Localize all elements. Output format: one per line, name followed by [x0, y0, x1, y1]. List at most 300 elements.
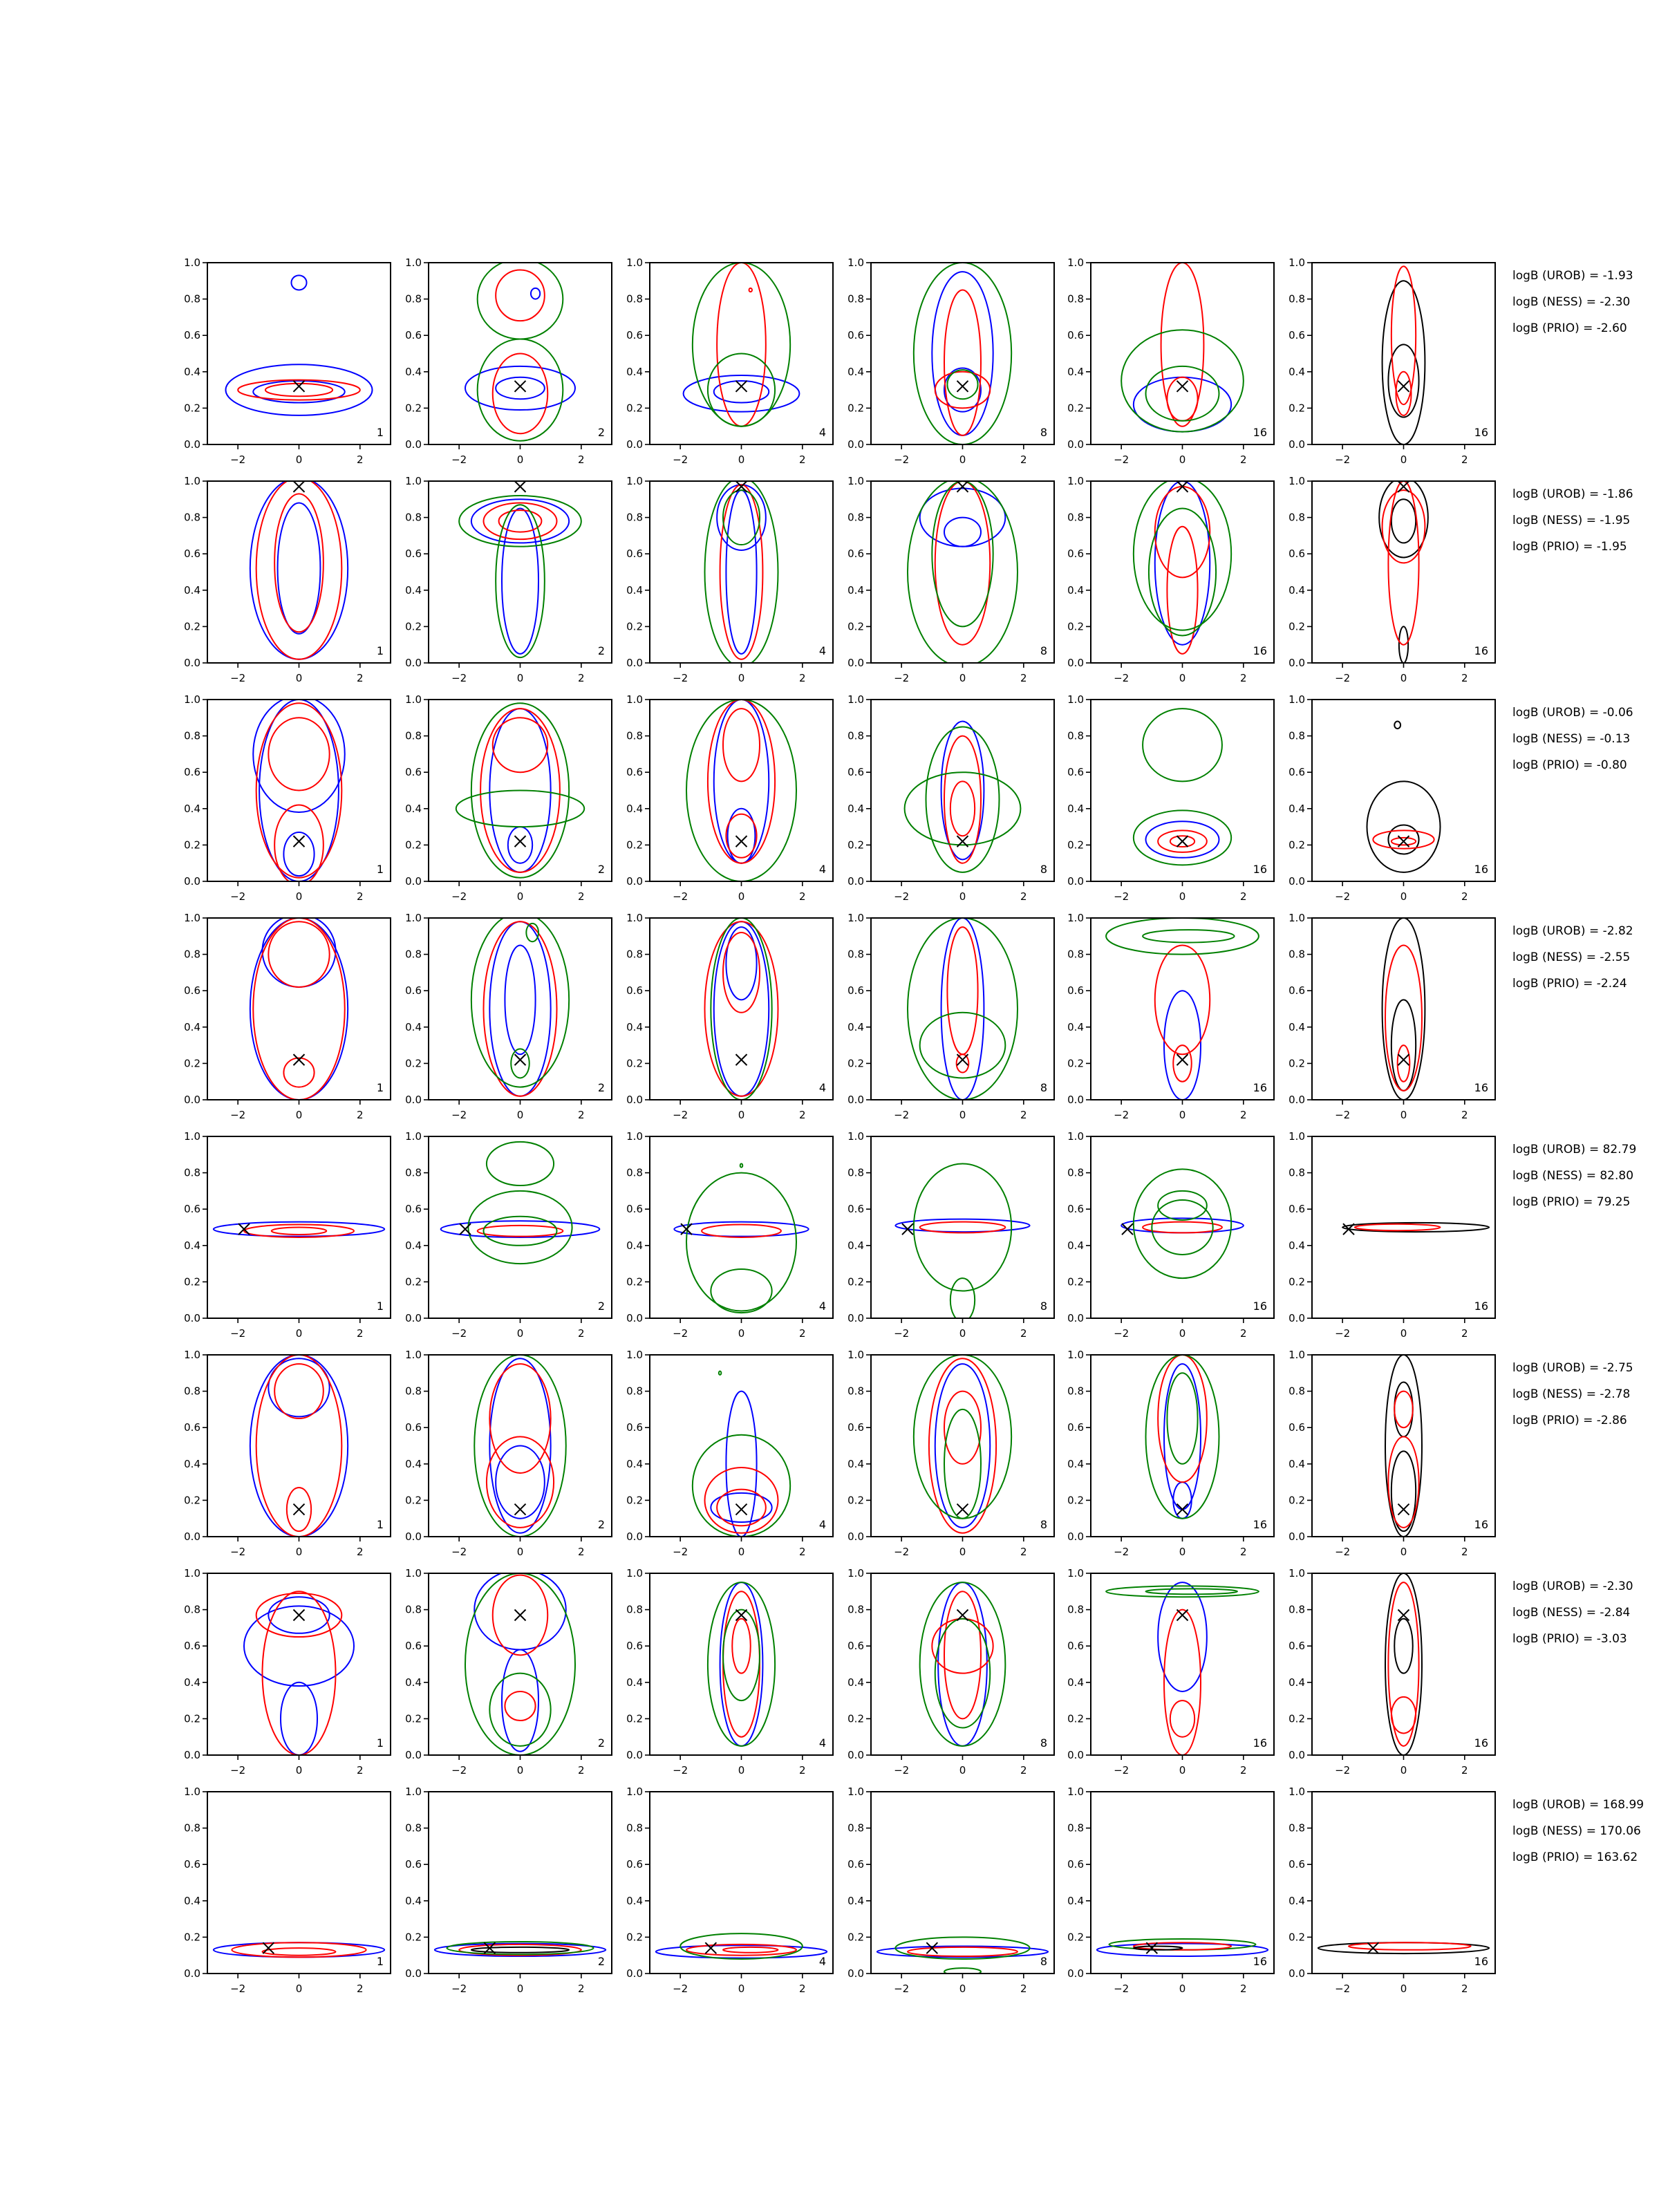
- y-tick-label: 0.8: [1288, 729, 1305, 742]
- y-tick-label: 0.8: [626, 292, 643, 306]
- x-tick-label: 2: [799, 1109, 806, 1121]
- true-value-marker: [705, 1942, 716, 1953]
- red-contour: [493, 354, 548, 434]
- red-contour: [1143, 1222, 1222, 1233]
- panel-count-label: 16: [1253, 1955, 1267, 1968]
- y-tick-label: 0.4: [184, 802, 200, 815]
- y-tick-label: 0.2: [626, 838, 643, 852]
- x-tick-label: 0: [959, 453, 966, 466]
- logB-prio-text: logB (PRIO) = -0.80: [1512, 758, 1627, 772]
- logB-prio-text: logB (PRIO) = -2.60: [1512, 321, 1627, 335]
- y-tick-label: 0.2: [626, 402, 643, 415]
- y-tick-label: 0.2: [1288, 1494, 1305, 1507]
- y-tick-label: 0.0: [1288, 1749, 1305, 1761]
- true-value-marker: [1398, 1054, 1409, 1065]
- panel-count-label: 4: [818, 1955, 826, 1968]
- green-contour: [686, 700, 796, 881]
- y-tick-label: 0.4: [184, 1457, 200, 1470]
- green-contour: [914, 1355, 1011, 1519]
- y-tick-label: 0.2: [1288, 1275, 1305, 1288]
- true-value-marker: [957, 481, 968, 492]
- y-tick-label: 0.6: [405, 1640, 422, 1653]
- y-tick-label: 0.4: [626, 802, 643, 815]
- y-tick-label: 0.0: [847, 1094, 864, 1106]
- y-tick-label: 1.0: [847, 912, 864, 924]
- y-tick-label: 0.6: [1288, 547, 1305, 561]
- blue-contour: [250, 918, 348, 1100]
- green-contour: [686, 1173, 796, 1311]
- true-value-marker: [1398, 381, 1409, 392]
- axes-frame: [1091, 700, 1274, 881]
- y-tick-label: 0.8: [847, 1166, 864, 1179]
- green-contour: [1146, 366, 1219, 421]
- y-tick-label: 0.8: [1067, 511, 1084, 524]
- green-contour: [1134, 1169, 1231, 1278]
- y-tick-label: 0.0: [1067, 438, 1084, 451]
- x-tick-label: 2: [1461, 1764, 1468, 1777]
- y-tick-label: 0.0: [847, 875, 864, 888]
- green-contour: [1121, 330, 1244, 431]
- blue-contour: [726, 490, 756, 654]
- x-tick-label: 0: [1400, 1764, 1407, 1777]
- x-tick-label: 0: [1400, 1109, 1407, 1121]
- true-value-marker: [1177, 1054, 1188, 1065]
- green-contour: [711, 1269, 771, 1313]
- logB-prio-text: logB (PRIO) = -2.86: [1512, 1414, 1627, 1427]
- y-tick-label: 0.6: [1067, 1858, 1084, 1871]
- panel-count-label: 16: [1474, 644, 1488, 657]
- x-tick-label: −2: [451, 1546, 467, 1558]
- x-tick-label: 0: [516, 1983, 524, 1995]
- y-tick-label: 0.8: [1067, 1385, 1084, 1398]
- y-tick-label: 0.0: [184, 1094, 200, 1106]
- panel-count-label: 1: [376, 644, 384, 657]
- panel-r7-c2: [405, 1567, 612, 1777]
- green-contour: [1106, 918, 1259, 955]
- y-tick-label: 0.6: [847, 766, 864, 779]
- blue-contour: [726, 1391, 756, 1537]
- x-tick-label: 0: [1400, 1327, 1407, 1340]
- red-contour: [705, 921, 778, 1096]
- y-tick-label: 1.0: [626, 912, 643, 924]
- y-tick-label: 0.6: [184, 1640, 200, 1653]
- red-contour: [268, 718, 329, 790]
- true-value-marker: [515, 1504, 526, 1515]
- y-tick-label: 0.2: [1067, 838, 1084, 852]
- y-tick-label: 0.8: [184, 729, 200, 742]
- x-tick-label: 0: [1179, 1764, 1186, 1777]
- panel-r2-c3: [626, 475, 833, 684]
- logB-prio-text: logB (PRIO) = 163.62: [1512, 1850, 1638, 1864]
- contour-group: [465, 1570, 575, 1755]
- contour-group: [905, 722, 1021, 872]
- y-tick-label: 0.2: [626, 1057, 643, 1070]
- blue-contour: [244, 1606, 354, 1686]
- panel-count-label: 1: [376, 1955, 384, 1968]
- y-tick-label: 0.2: [405, 402, 422, 415]
- red-contour: [1388, 1436, 1418, 1528]
- green-contour: [1134, 810, 1231, 865]
- green-contour: [705, 478, 778, 667]
- y-tick-label: 0.4: [1288, 1894, 1305, 1907]
- axes-frame: [1312, 1136, 1495, 1318]
- green-contour: [1167, 1373, 1197, 1464]
- y-tick-label: 1.0: [1067, 475, 1084, 487]
- axes-frame: [650, 1792, 833, 1974]
- panel-r3-c6: [1288, 693, 1495, 903]
- y-tick-label: 0.8: [626, 1603, 643, 1616]
- x-tick-label: −2: [1114, 1546, 1130, 1558]
- y-tick-label: 0.8: [405, 1821, 422, 1835]
- panel-count-label: 4: [818, 426, 826, 439]
- x-tick-label: 2: [1240, 1983, 1247, 1995]
- x-tick-label: 0: [295, 1546, 303, 1558]
- y-tick-label: 0.8: [626, 1385, 643, 1398]
- blue-contour: [471, 499, 569, 543]
- y-tick-label: 0.2: [184, 402, 200, 415]
- x-tick-label: 2: [357, 1764, 364, 1777]
- panel-r8-c2: [405, 1785, 612, 1995]
- y-tick-label: 1.0: [184, 475, 200, 487]
- y-tick-label: 0.4: [1067, 1020, 1084, 1033]
- contour-group: [674, 1163, 808, 1313]
- panel-r1-c3: [626, 256, 833, 466]
- y-tick-label: 1.0: [405, 475, 422, 487]
- y-tick-label: 1.0: [626, 1785, 643, 1798]
- panel-count-label: 4: [818, 1300, 826, 1313]
- x-tick-label: 2: [1461, 453, 1468, 466]
- x-tick-label: 2: [357, 453, 364, 466]
- y-tick-label: 0.8: [847, 1821, 864, 1835]
- y-tick-label: 0.8: [847, 729, 864, 742]
- y-tick-label: 0.6: [405, 766, 422, 779]
- y-tick-label: 0.4: [405, 1457, 422, 1470]
- x-tick-label: 0: [1179, 1546, 1186, 1558]
- x-tick-label: −2: [451, 672, 467, 684]
- panel-count-label: 8: [1040, 863, 1047, 876]
- y-tick-label: 0.8: [405, 1603, 422, 1616]
- logB-prio-text: logB (PRIO) = 79.25: [1512, 1195, 1631, 1209]
- y-tick-label: 0.2: [626, 620, 643, 633]
- x-tick-label: −2: [673, 672, 688, 684]
- y-tick-label: 0.2: [184, 1712, 200, 1725]
- axes-frame: [207, 1573, 391, 1755]
- y-tick-label: 0.0: [1288, 1530, 1305, 1543]
- red-contour: [935, 481, 991, 645]
- green-contour: [693, 1435, 790, 1537]
- y-tick-label: 0.8: [847, 292, 864, 306]
- y-tick-label: 0.6: [1288, 1640, 1305, 1653]
- y-tick-label: 0.0: [847, 1312, 864, 1324]
- red-contour: [732, 1619, 751, 1674]
- y-tick-label: 0.6: [184, 329, 200, 342]
- x-tick-label: 2: [578, 1764, 585, 1777]
- blue-contour: [932, 272, 993, 435]
- x-tick-label: −2: [673, 1764, 688, 1777]
- panel-count-label: 2: [597, 1081, 605, 1094]
- true-value-marker: [957, 381, 968, 392]
- x-tick-label: −2: [673, 1109, 688, 1121]
- green-contour: [914, 1163, 1011, 1291]
- logB-ness-text: logB (NESS) = -2.84: [1512, 1606, 1631, 1620]
- y-tick-label: 1.0: [405, 256, 422, 269]
- true-value-marker: [263, 1942, 274, 1953]
- contour-group: [214, 1942, 384, 1957]
- panel-count-label: 1: [376, 1300, 384, 1313]
- y-tick-label: 1.0: [1288, 1785, 1305, 1798]
- blue-contour: [496, 1446, 545, 1519]
- y-tick-label: 0.8: [847, 1603, 864, 1616]
- red-contour: [1167, 527, 1197, 654]
- y-tick-label: 0.4: [1288, 365, 1305, 378]
- y-tick-label: 0.0: [1067, 1094, 1084, 1106]
- panel-r6-c2: [405, 1349, 612, 1558]
- y-tick-label: 1.0: [405, 693, 422, 706]
- panel-count-label: 1: [376, 863, 384, 876]
- y-tick-label: 0.4: [1067, 365, 1084, 378]
- true-value-marker: [294, 1609, 305, 1620]
- contour-group: [226, 275, 373, 415]
- y-tick-label: 0.4: [1067, 1894, 1084, 1907]
- panel-count-label: 8: [1040, 426, 1047, 439]
- panel-r5-c5: [1067, 1130, 1274, 1340]
- x-tick-label: 0: [295, 1109, 303, 1121]
- y-tick-label: 0.0: [1288, 1967, 1305, 1980]
- y-tick-label: 0.4: [847, 1894, 864, 1907]
- y-tick-label: 0.0: [626, 1967, 643, 1980]
- red-contour: [274, 494, 324, 632]
- black-contour: [1367, 781, 1441, 872]
- contour-group: [1379, 478, 1428, 663]
- y-tick-label: 0.0: [626, 1312, 643, 1324]
- red-contour: [1396, 372, 1411, 415]
- y-tick-label: 1.0: [847, 256, 864, 269]
- y-tick-label: 0.8: [184, 292, 200, 306]
- y-tick-label: 0.0: [847, 1530, 864, 1543]
- y-tick-label: 0.0: [1288, 438, 1305, 451]
- contour-group: [1121, 263, 1244, 432]
- y-tick-label: 1.0: [184, 912, 200, 924]
- x-tick-label: −2: [673, 1327, 688, 1340]
- y-tick-label: 0.8: [626, 729, 643, 742]
- x-tick-label: −2: [1114, 890, 1130, 903]
- x-tick-label: 2: [799, 890, 806, 903]
- axes-frame: [207, 481, 391, 663]
- y-tick-label: 1.0: [1067, 256, 1084, 269]
- y-tick-label: 1.0: [405, 1130, 422, 1143]
- y-tick-label: 0.2: [405, 838, 422, 852]
- green-contour: [465, 1573, 575, 1755]
- blue-contour: [465, 366, 575, 410]
- contour-group: [253, 696, 345, 885]
- logB-ness-text: logB (NESS) = -0.13: [1512, 732, 1631, 746]
- y-tick-label: 0.8: [626, 511, 643, 524]
- y-tick-label: 0.6: [1067, 984, 1084, 997]
- panel-count-label: 16: [1253, 1300, 1267, 1313]
- y-tick-label: 0.2: [847, 1494, 864, 1507]
- axes-frame: [1091, 263, 1274, 444]
- contour-group: [1097, 1939, 1268, 1956]
- y-tick-label: 0.4: [1288, 802, 1305, 815]
- panel-count-label: 16: [1474, 1300, 1488, 1313]
- y-tick-label: 1.0: [626, 693, 643, 706]
- y-tick-label: 0.6: [626, 1421, 643, 1434]
- contour-group: [895, 1163, 1029, 1322]
- blue-contour: [935, 1364, 991, 1528]
- blue-contour: [944, 518, 981, 547]
- black-contour: [1385, 1573, 1422, 1755]
- true-value-marker: [294, 381, 305, 392]
- blue-contour: [263, 915, 336, 987]
- green-contour: [496, 505, 545, 657]
- y-tick-label: 0.2: [847, 1931, 864, 1944]
- y-tick-label: 0.8: [405, 1385, 422, 1398]
- y-tick-label: 0.8: [626, 1821, 643, 1835]
- y-tick-label: 0.0: [1288, 875, 1305, 888]
- panel-r5-c4: [847, 1130, 1054, 1340]
- y-tick-label: 0.2: [1288, 402, 1305, 415]
- x-tick-label: 0: [738, 1109, 745, 1121]
- y-tick-label: 0.6: [626, 766, 643, 779]
- y-tick-label: 0.4: [405, 1894, 422, 1907]
- blue-contour: [944, 368, 981, 412]
- y-tick-label: 0.2: [847, 1275, 864, 1288]
- x-tick-label: 0: [738, 672, 745, 684]
- panel-r8-c6: [1288, 1785, 1495, 1995]
- panel-count-label: 16: [1253, 1081, 1267, 1094]
- y-tick-label: 1.0: [184, 1349, 200, 1361]
- contour-group: [693, 1371, 790, 1537]
- y-tick-label: 0.2: [405, 1931, 422, 1944]
- y-tick-label: 0.4: [405, 1239, 422, 1252]
- y-tick-label: 0.8: [1067, 1166, 1084, 1179]
- x-tick-label: 2: [799, 1546, 806, 1558]
- true-value-marker: [736, 381, 747, 392]
- y-tick-label: 0.8: [847, 511, 864, 524]
- panel-r4-c2: [405, 912, 612, 1121]
- green-contour: [708, 353, 775, 426]
- y-tick-label: 0.4: [405, 583, 422, 597]
- true-value-marker: [515, 836, 526, 847]
- y-tick-label: 0.4: [1067, 1457, 1084, 1470]
- x-tick-label: 0: [516, 1327, 524, 1340]
- x-tick-label: −2: [1335, 1983, 1351, 1995]
- axes-frame: [429, 1573, 612, 1755]
- y-tick-label: 0.4: [184, 365, 200, 378]
- panel-r2-c1: [184, 475, 391, 684]
- y-tick-label: 0.6: [184, 1203, 200, 1216]
- x-tick-label: 2: [799, 1327, 806, 1340]
- blue-contour: [1173, 1482, 1192, 1519]
- y-tick-label: 0.0: [626, 1749, 643, 1761]
- x-tick-label: 0: [1179, 453, 1186, 466]
- green-contour: [511, 1049, 529, 1078]
- y-tick-label: 0.4: [626, 1676, 643, 1689]
- y-tick-label: 0.0: [1067, 657, 1084, 669]
- logB-ness-text: logB (NESS) = -1.95: [1512, 514, 1631, 527]
- x-tick-label: 2: [1020, 453, 1027, 466]
- y-tick-label: 0.8: [626, 948, 643, 961]
- x-tick-label: −2: [1335, 1764, 1351, 1777]
- true-value-marker: [294, 1504, 305, 1515]
- y-tick-label: 0.4: [1067, 1239, 1084, 1252]
- red-contour: [944, 1391, 981, 1464]
- logB-ness-text: logB (NESS) = -2.78: [1512, 1387, 1631, 1401]
- y-tick-label: 0.2: [405, 1712, 422, 1725]
- x-tick-label: 2: [578, 1327, 585, 1340]
- y-tick-label: 1.0: [626, 1130, 643, 1143]
- contour-group: [456, 703, 585, 877]
- black-contour: [1382, 281, 1425, 444]
- x-tick-label: −2: [1114, 453, 1130, 466]
- green-contour: [920, 1582, 1006, 1746]
- green-contour: [926, 727, 1000, 872]
- panel-count-label: 2: [597, 1518, 605, 1531]
- contour-group: [1134, 478, 1231, 654]
- y-tick-label: 0.4: [184, 1676, 200, 1689]
- y-tick-label: 0.8: [184, 948, 200, 961]
- green-contour: [908, 478, 1018, 667]
- x-tick-label: −2: [451, 1983, 467, 1995]
- x-tick-label: 2: [799, 1764, 806, 1777]
- logB-prio-text: logB (PRIO) = -1.95: [1512, 540, 1627, 554]
- red-contour: [1170, 1700, 1194, 1737]
- x-tick-label: 2: [578, 890, 585, 903]
- y-tick-label: 0.6: [626, 1203, 643, 1216]
- x-tick-label: 0: [738, 890, 745, 903]
- y-tick-label: 0.2: [405, 620, 422, 633]
- x-tick-label: −2: [1114, 1764, 1130, 1777]
- red-contour: [717, 263, 766, 427]
- x-tick-label: 2: [799, 672, 806, 684]
- contour-group: [1342, 1223, 1489, 1232]
- x-tick-label: −2: [451, 1109, 467, 1121]
- x-tick-label: 2: [1240, 890, 1247, 903]
- y-tick-label: 0.0: [405, 1749, 422, 1761]
- axes-frame: [650, 1573, 833, 1755]
- y-tick-label: 0.4: [1067, 802, 1084, 815]
- y-tick-label: 0.8: [184, 1821, 200, 1835]
- panel-r2-c6: [1288, 475, 1495, 684]
- y-tick-label: 0.6: [405, 329, 422, 342]
- x-tick-label: 0: [959, 890, 966, 903]
- red-contour: [478, 1226, 563, 1237]
- panel-r3-c2: [405, 693, 612, 903]
- y-tick-label: 1.0: [1067, 1567, 1084, 1580]
- y-tick-label: 0.4: [1288, 1239, 1305, 1252]
- x-tick-label: −2: [894, 453, 910, 466]
- contour-group: [1106, 918, 1259, 1100]
- x-tick-label: 0: [1179, 672, 1186, 684]
- y-tick-label: 1.0: [1288, 1567, 1305, 1580]
- y-tick-label: 0.6: [847, 984, 864, 997]
- black-contour: [1388, 344, 1418, 417]
- panel-r6-c4: [847, 1349, 1054, 1558]
- panel-r1-c4: [847, 256, 1054, 466]
- y-tick-label: 1.0: [184, 256, 200, 269]
- panel-r8-c4: [847, 1785, 1054, 1995]
- blue-contour: [508, 827, 532, 863]
- y-tick-label: 0.6: [1067, 329, 1084, 342]
- x-tick-label: 0: [738, 1327, 745, 1340]
- blue-contour: [711, 1493, 771, 1522]
- red-contour: [1173, 1045, 1192, 1082]
- panel-count-label: 4: [818, 1736, 826, 1750]
- red-contour: [1394, 1391, 1413, 1428]
- y-tick-label: 0.0: [626, 875, 643, 888]
- y-tick-label: 0.6: [626, 1640, 643, 1653]
- contour-group: [1382, 918, 1425, 1100]
